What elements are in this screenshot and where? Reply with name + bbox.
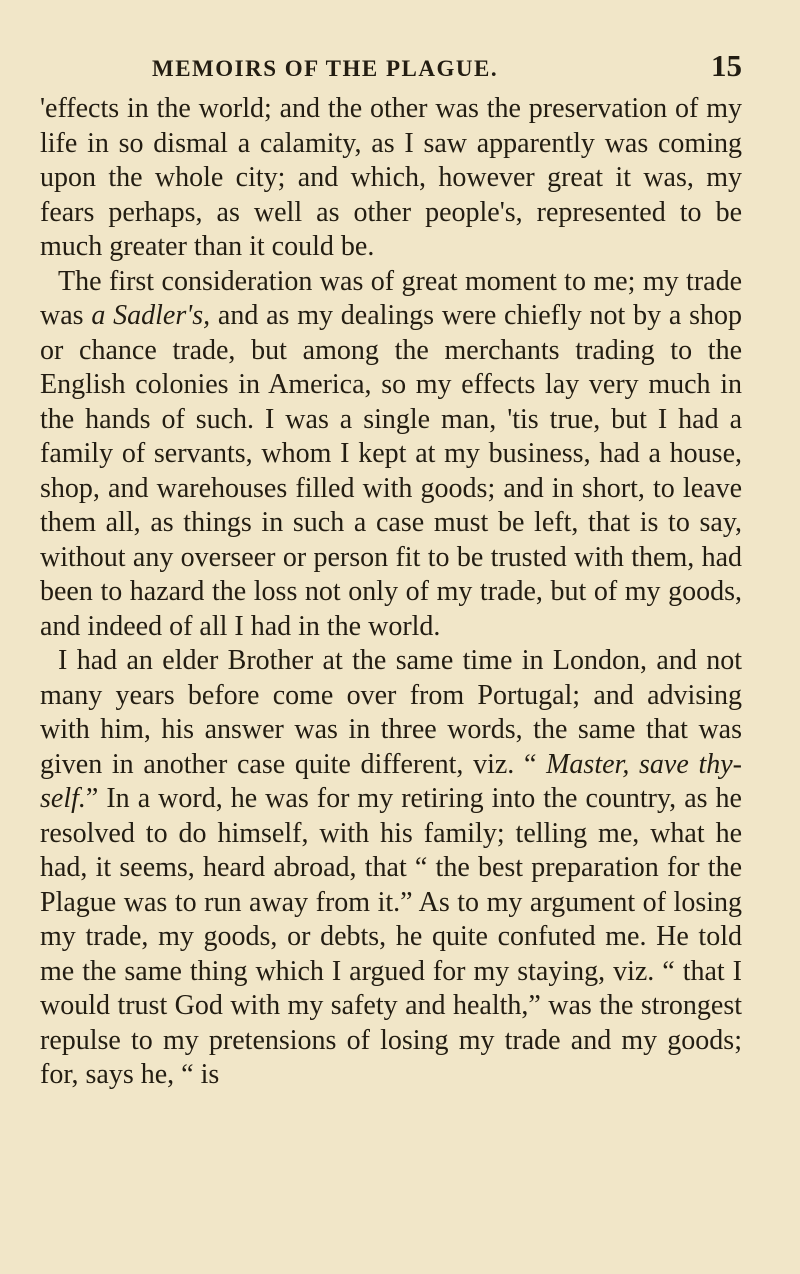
paragraph-2-lead: The first consideration was of great moment to me; my trade was (40, 265, 742, 331)
paragraph-3-lead: I had an elder Brother at the same time in London, and not many years before come over from Portugal; and advising with him, his answer was in three words, the same that was given in another case quite different, viz. “ (40, 645, 742, 780)
paragraph-2-rest: and as my dealings were chiefly not by a shop or chance trade, but among the merchants trading to the English colonies in America, so my effects lay very much in the hands of such. I was a single man, 'tis true, but I had a family of servants, whom I kept at my business, had a house, shop, and warehouses filled with goods; and in short, to leave them all, as things in such a case must be left, that is to say, without any overseer or person fit to be trusted with them, had been to hazard the loss not only of my trade, but of my goods, and indeed of all I had in the world. (40, 300, 742, 642)
paragraph-3-italic: Master, save thy-self. (40, 748, 742, 814)
running-title: MEMOIRS OF THE PLAGUE. (152, 56, 499, 81)
paragraph-1: 'effects in the world; and the other was the preservation of my life in so dismal a calamity, as I saw apparently was coming upon the whole city; and which, however great it was, my fears perhaps, as well as other people's, represented to be much greater than it could be. (40, 93, 742, 262)
paragraph-2 (40, 265, 742, 645)
body-text (40, 92, 742, 1093)
paragraph-3-rest: ” In a word, he was for my retiring into the country, as he resolved to do himself, with his family; telling me, what he had, it seems, heard abroad, that “ the best preparation for the Plague was to run away from it.” As to my argument of losing my trade, my goods, or debts, he quite confuted me. He told me the same thing which I argued for my staying, viz. “ that I would trust God with my safety and health,” was the strongest repulse to my pretensions of losing my trade and my goods; for, says he, “ is (40, 783, 742, 1090)
page-number: 15 (711, 48, 742, 83)
paragraph-2-italic: a Sadler's, (91, 300, 211, 331)
running-head (40, 48, 742, 88)
paragraph-3 (40, 644, 742, 1093)
